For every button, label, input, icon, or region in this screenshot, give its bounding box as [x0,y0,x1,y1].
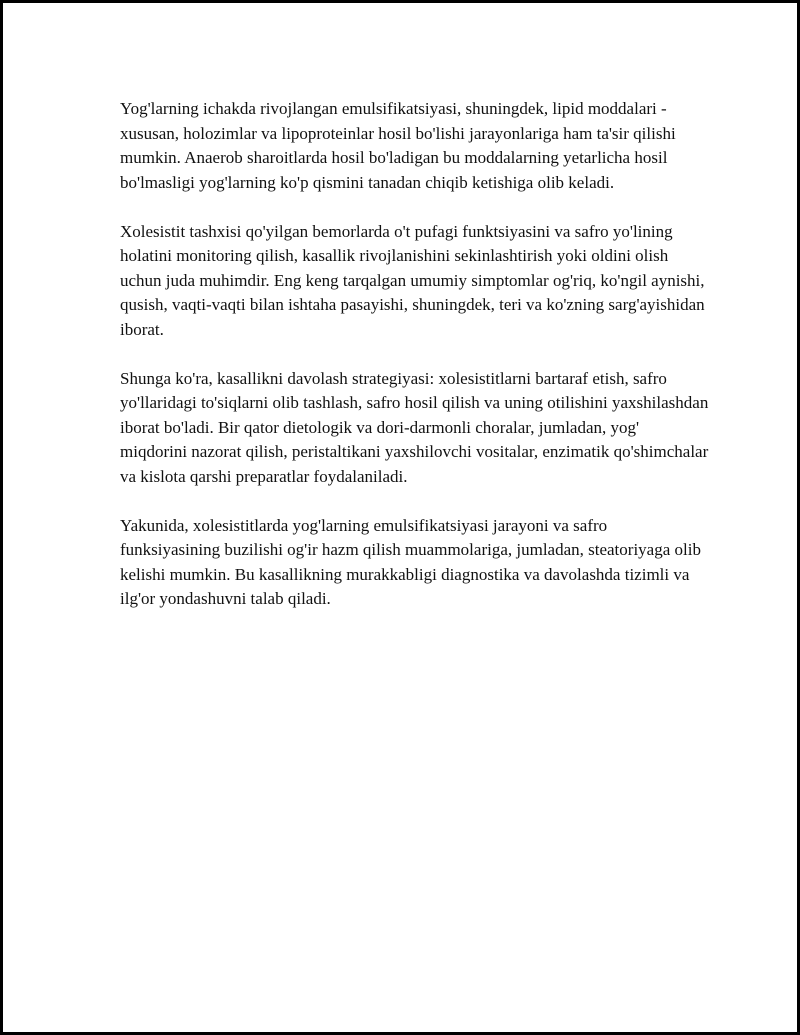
paragraph-3: Shunga ko'ra, kasallikni davolash strategiyasi: xolesistitlarni bartaraf etish, safro yo'llaridagi to'siqlarni olib tashlash, safro hosil qilish va uning otilishini yaxshilashdan iborat bo'ladi. Bir qator dietologik va dori-darmonli choralar, jumladan, yog' miqdorini nazorat qilish, peristaltikani yaxshilovchi vositalar, enzimatik qo'shimchalar va kislota qarshi preparatlar foydalaniladi. [120,368,709,486]
document-body [120,97,710,636]
paragraph-4: Yakunida, xolesistitlarda yog'larning emulsifikatsiyasi jarayoni va safro funksiyasining buzilishi og'ir hazm qilish muammolariga, jumladan, steatoriyaga olib kelishi mumkin. Bu kasallikning murakkabligi diagnostika va davolashda tizimli va ilg'or yondashuvni talab qiladi. [120,515,701,608]
paragraph-2: Xolesistit tashxisi qo'yilgan bemorlarda o't pufagi funktsiyasini va safro yo'lining holatini monitoring qilish, kasallik rivojlanishini sekinlashtirish yoki oldini olish uchun juda muhimdir. Eng keng tarqalgan umumiy simptomlar og'riq, ko'ngil aynishi, qusish, vaqti-vaqti bilan ishtaha pasayishi, shuningdek, teri va ko'zning sarg'ayishidan iborat. [120,221,705,339]
paragraph-1: Yog'larning ichakda rivojlangan emulsifikatsiyasi, shuningdek, lipid moddalari - xususan, holozimlar va lipoproteinlar hosil bo'lishi jarayonlariga ham ta'sir qilishi mumkin. Anaerob sharoitlarda hosil bo'ladigan bu moddalarning yetarlicha hosil bo'lmasligi yog'larning ko'p qismini tanadan chiqib ketishiga olib keladi. [120,99,676,192]
